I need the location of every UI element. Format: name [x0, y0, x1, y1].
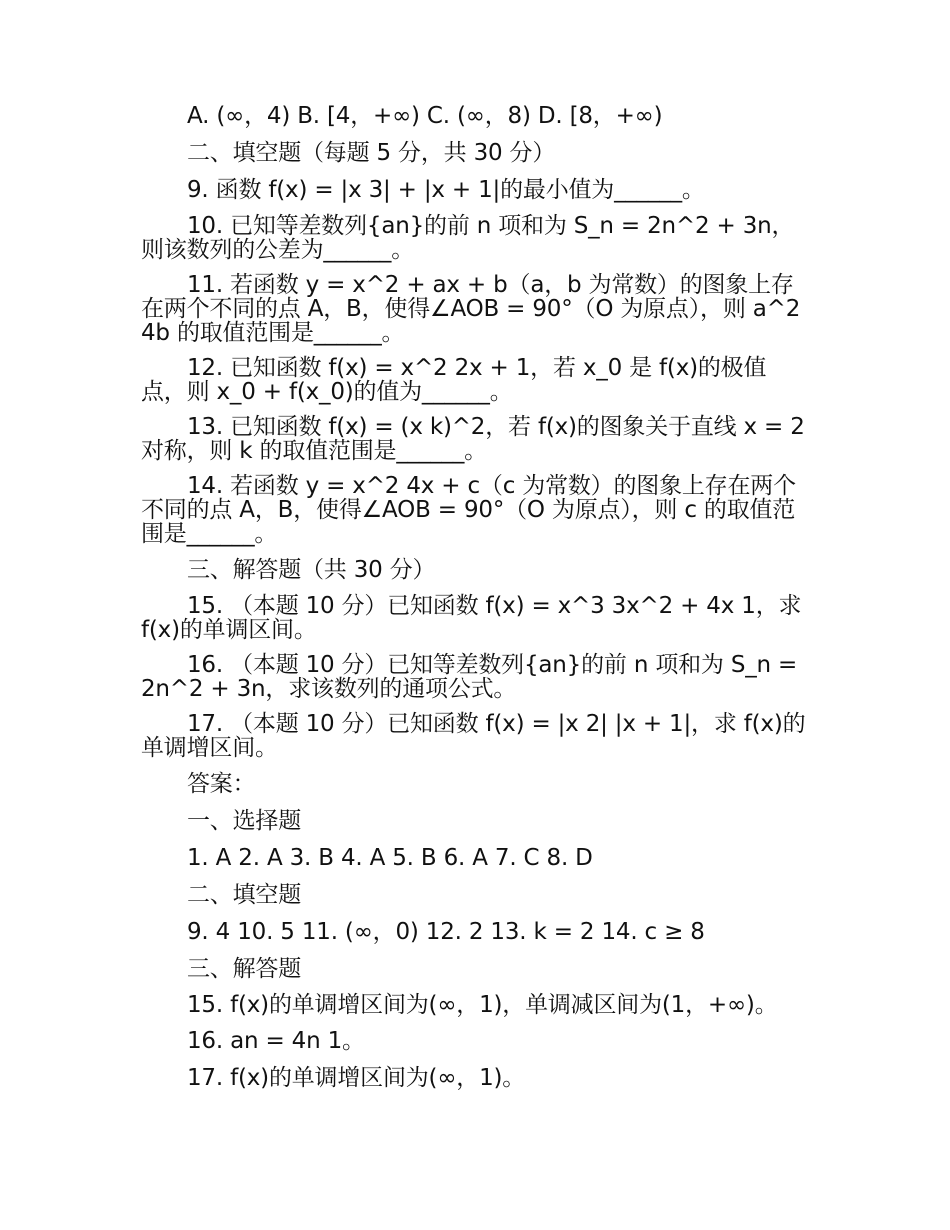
section-heading-solutions: 三、解答题（共 30 分） — [187, 557, 436, 583]
question-17: 17. （本题 10 分）已知函数 f(x) = |x 2| |x + 1|，求 f(x)的单调增区间。 — [141, 711, 806, 761]
answer-15: 15. f(x)的单调增区间为(∞，1)，单调减区间为(1，+∞)。 — [187, 992, 778, 1018]
answer-17: 17. f(x)的单调增区间为(∞，1)。 — [187, 1065, 526, 1091]
answers-fill-in-list: 9. 4 10. 5 11. (∞，0) 12. 2 13. k = 2 14. c ≥ 8 — [187, 919, 705, 945]
section-heading-fill-in: 二、填空题（每题 5 分，共 30 分） — [187, 140, 556, 166]
document-body — [141, 103, 809, 1102]
question-9: 9. 函数 f(x) = |x 3| + |x + 1|的最小值为______。 — [187, 177, 705, 203]
answers-section-fill-in: 二、填空题 — [187, 882, 302, 908]
answers-heading: 答案： — [187, 771, 256, 797]
question-13: 13. 已知函数 f(x) = (x k)^2，若 f(x)的图象关于直线 x = 2 对称，则 k 的取值范围是______。 — [141, 414, 805, 464]
choice-options-line: A. (∞，4) B. [4，+∞) C. (∞，8) D. [8，+∞) — [187, 103, 663, 129]
question-16: 16. （本题 10 分）已知等差数列{an}的前 n 项和为 S_n = 2n^2 + 3n，求该数列的通项公式。 — [141, 652, 798, 702]
question-12: 12. 已知函数 f(x) = x^2 2x + 1，若 x_0 是 f(x)的极值点，则 x_0 + f(x_0)的值为______。 — [141, 355, 767, 405]
question-15: 15. （本题 10 分）已知函数 f(x) = x^3 3x^2 + 4x 1，求 f(x)的单调区间。 — [141, 593, 802, 643]
answers-section-solutions: 三、解答题 — [187, 956, 302, 982]
answer-16: 16. an = 4n 1。 — [187, 1028, 365, 1054]
question-10: 10. 已知等差数列{an}的前 n 项和为 S_n = 2n^2 + 3n，则该数列的公差为______。 — [141, 213, 795, 263]
answers-choice-list: 1. A 2. A 3. B 4. A 5. B 6. A 7. C 8. D — [187, 845, 593, 871]
question-11: 11. 若函数 y = x^2 + ax + b（a，b 为常数）的图象上存在两个不同的点 A，B，使得∠AOB = 90°（O 为原点），则 a^2 4b 的取值范围是______。 — [141, 272, 801, 346]
answers-section-choice: 一、选择题 — [187, 808, 302, 834]
question-14: 14. 若函数 y = x^2 4x + c（c 为常数）的图象上存在两个不同的点 A，B，使得∠AOB = 90°（O 为原点），则 c 的取值范围是______。 — [141, 473, 796, 547]
